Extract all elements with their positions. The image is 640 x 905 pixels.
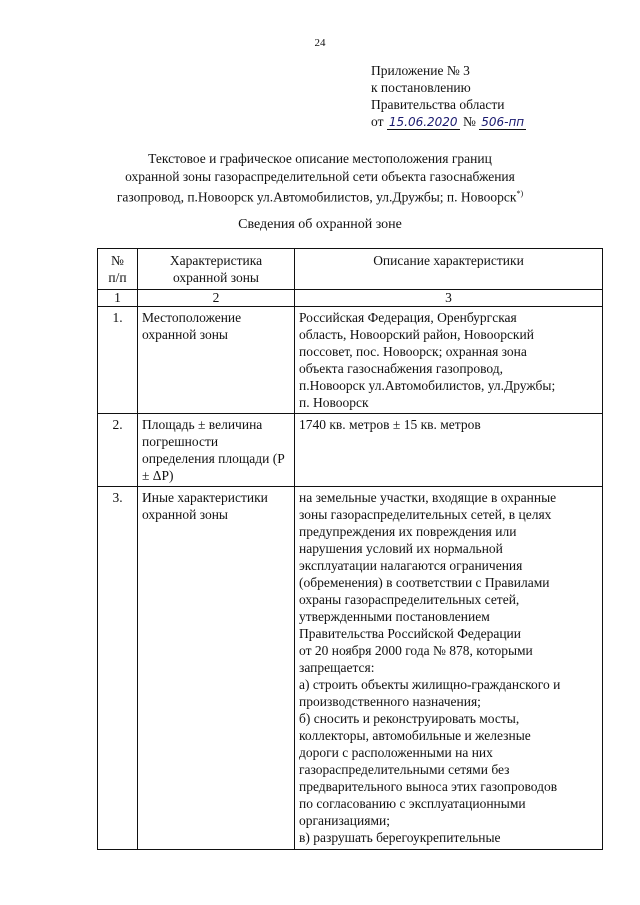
appendix-line-3: Правительства области bbox=[371, 97, 505, 112]
title-line-3: газопровод, п.Новоорск ул.Автомобилистов, ул.Дружбы; п. Новоорск bbox=[116, 189, 517, 205]
description-line: по согласованию с эксплуатационными bbox=[299, 796, 526, 811]
appendix-block bbox=[371, 62, 526, 130]
row-number: 1. bbox=[98, 307, 138, 414]
table-row bbox=[98, 414, 603, 487]
header-characteristic bbox=[138, 249, 295, 290]
description-line: область, Новоорский район, Новоорский bbox=[299, 327, 534, 342]
description-line: на земельные участки, входящие в охранные bbox=[299, 490, 557, 505]
title-line-2: охранной зоны газораспределительной сети объекта газоснабжения bbox=[125, 168, 515, 184]
description-line: запрещается: bbox=[299, 660, 375, 675]
row-description bbox=[295, 414, 603, 487]
row-characteristic: Местоположение охранной зоны bbox=[138, 307, 295, 414]
description-line: 1740 кв. метров ± 15 кв. метров bbox=[299, 417, 481, 432]
row-characteristic: Площадь ± величина погрешности определения площади (Р ± ΔР) bbox=[138, 414, 295, 487]
header-num-line-2: п/п bbox=[108, 270, 127, 285]
row-characteristic: Иные характеристики охранной зоны bbox=[138, 487, 295, 850]
column-index-3: 3 bbox=[295, 290, 603, 307]
table-header-row bbox=[98, 249, 603, 290]
row-number: 3. bbox=[98, 487, 138, 850]
column-index-2: 2 bbox=[138, 290, 295, 307]
row-description bbox=[295, 487, 603, 850]
footnote-mark: *) bbox=[516, 189, 524, 198]
description-line: организациями; bbox=[299, 813, 390, 828]
number-sign: № bbox=[462, 114, 476, 129]
description-line: эксплуатации налагаются ограничения bbox=[299, 558, 523, 573]
appendix-line-1: Приложение № 3 bbox=[371, 63, 470, 78]
description-line: утвержденными постановлением bbox=[299, 609, 490, 624]
description-line: Правительства Российской Федерации bbox=[299, 626, 521, 641]
table-row bbox=[98, 487, 603, 850]
description-line: Российская Федерация, Оренбургская bbox=[299, 310, 517, 325]
description-line: (обременения) в соответствии с Правилами bbox=[299, 575, 550, 590]
column-index-1: 1 bbox=[98, 290, 138, 307]
description-line: нарушения условий их нормальной bbox=[299, 541, 503, 556]
appendix-date-line bbox=[371, 113, 526, 130]
header-num-line-1: № bbox=[111, 253, 124, 268]
column-index-row bbox=[98, 290, 603, 307]
table-row bbox=[98, 307, 603, 414]
description-line: предварительного выноса этих газопроводов bbox=[299, 779, 558, 794]
description-line: поссовет, пос. Новоорск; охранная зона bbox=[299, 344, 527, 359]
header-characteristic-line-1: Характеристика bbox=[169, 253, 263, 268]
description-line: в) разрушать берегоукрепительные bbox=[299, 830, 501, 845]
description-line: зоны газораспределительных сетей, в целях bbox=[299, 507, 552, 522]
title-line-1: Текстовое и графическое описание местоположения границ bbox=[148, 151, 492, 166]
description-line: охраны газораспределительных сетей, bbox=[299, 592, 520, 607]
header-description: Описание характеристики bbox=[295, 249, 603, 290]
document-title bbox=[60, 150, 580, 206]
from-prefix: от bbox=[371, 114, 384, 129]
title-line-3-wrap bbox=[60, 185, 580, 206]
header-num bbox=[98, 249, 138, 290]
description-line: предупреждения их повреждения или bbox=[299, 524, 517, 539]
description-line: п. Новоорск bbox=[299, 395, 369, 410]
description-line: дороги с расположенными на них bbox=[299, 745, 493, 760]
handwritten-number: 506-пп bbox=[481, 115, 525, 129]
description-line: объекта газоснабжения газопровод, bbox=[299, 361, 503, 376]
row-number: 2. bbox=[98, 414, 138, 487]
description-line: коллекторы, автомобильные и железные bbox=[299, 728, 531, 743]
description-line: а) строить объекты жилищно-гражданского и bbox=[299, 677, 561, 692]
appendix-line-2: к постановлению bbox=[371, 80, 471, 95]
handwritten-date: 15.06.2020 bbox=[388, 115, 458, 129]
zone-table bbox=[97, 248, 603, 850]
description-line: газораспределительными сетями без bbox=[299, 762, 510, 777]
description-line: п.Новоорск ул.Автомобилистов, ул.Дружбы; bbox=[299, 378, 556, 393]
row-description bbox=[295, 307, 603, 414]
section-title: Сведения об охранной зоне bbox=[238, 217, 402, 232]
header-characteristic-line-2: охранной зоны bbox=[172, 270, 259, 285]
description-line: производственного назначения; bbox=[299, 694, 481, 709]
description-line: от 20 ноября 2000 года № 878, которыми bbox=[299, 643, 533, 658]
description-line: б) сносить и реконструировать мосты, bbox=[299, 711, 520, 726]
page-number: 24 bbox=[314, 37, 326, 49]
